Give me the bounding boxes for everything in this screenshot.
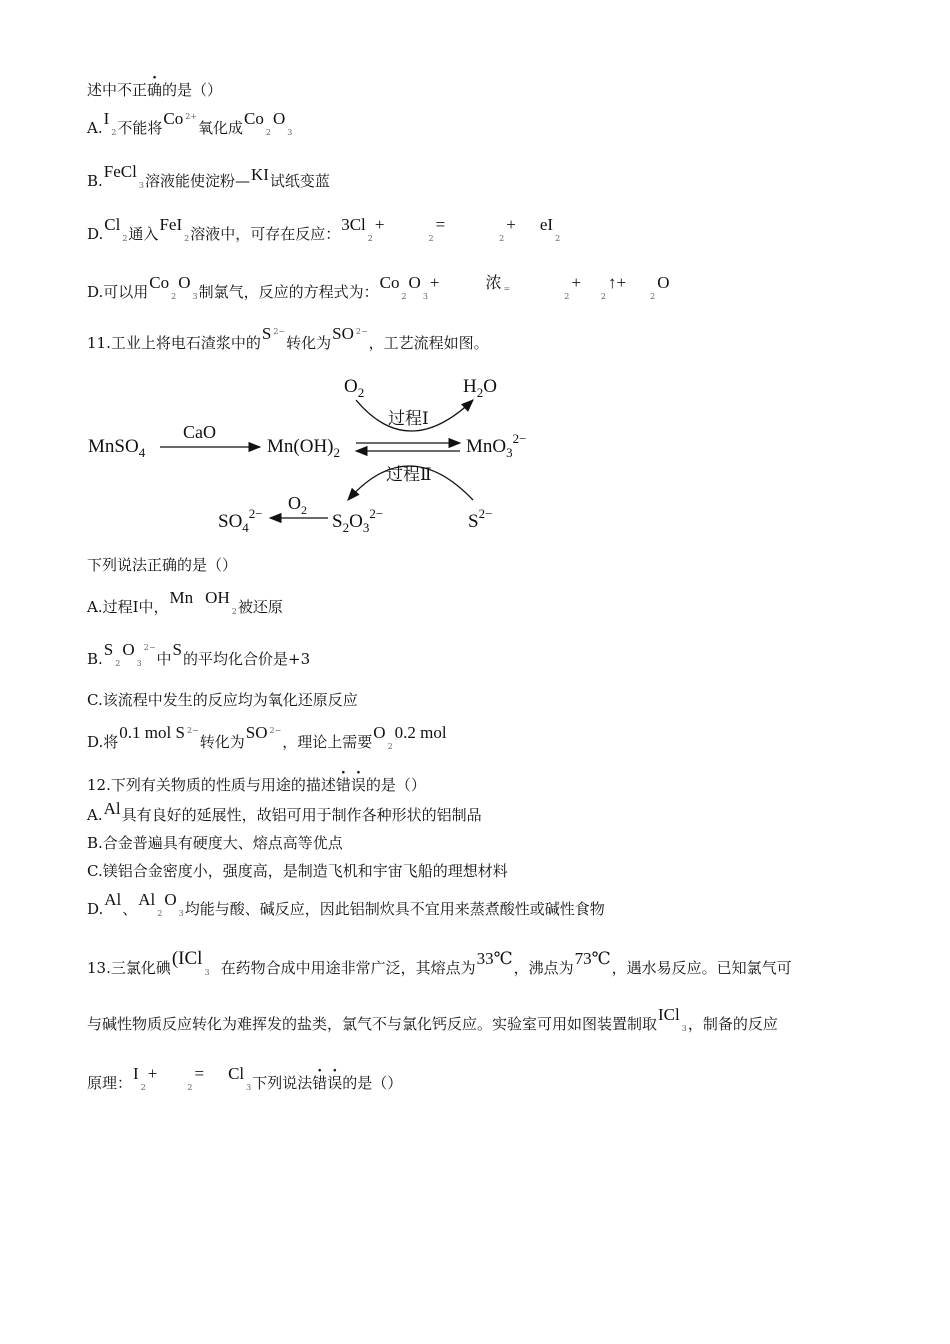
q12-option-b — [87, 833, 343, 853]
process-1-label: 过程Ⅰ — [388, 409, 429, 428]
question-text: ，沸点为 — [513, 959, 574, 977]
formula: Co — [149, 273, 170, 292]
subscript: 2 — [140, 1083, 146, 1092]
subscript: 3 — [246, 1083, 252, 1092]
subscript: 2 — [122, 234, 128, 243]
option-text: 不能将 — [117, 119, 163, 137]
s2o3-label: $S_2O_3^{2-}$ — [332, 506, 384, 535]
equation-part: 3Cl — [341, 215, 366, 234]
formula: O — [178, 273, 191, 292]
subscript: 2 — [187, 1083, 193, 1092]
question-text: 在药物合成中用途非常广泛，其熔点为 — [220, 959, 476, 977]
option-text: 制氯气，反应的方程式为： — [198, 283, 379, 301]
subscript: 2 — [184, 234, 190, 243]
option-label: C. — [87, 862, 103, 880]
q10-option-b — [87, 162, 330, 194]
equation-part: + — [147, 1064, 158, 1083]
option-text: 具有良好的延展性，故铝可用于制作各种形状的铝制品 — [121, 806, 482, 824]
subscript: 3 — [178, 909, 184, 918]
option-label: D. — [87, 900, 104, 918]
emphasis-char: 错 — [312, 1074, 328, 1092]
formula: Mn — [169, 588, 194, 607]
process-2-label: 过程Ⅱ — [386, 465, 432, 484]
option-text: 通入 — [128, 225, 159, 243]
question-text: 13.三氯化碘 — [87, 959, 171, 977]
option-label: D. — [87, 733, 104, 751]
formula: (ICl — [171, 948, 203, 969]
q12-option-d — [87, 890, 605, 922]
formula: 0.2 mol — [394, 723, 447, 742]
superscript: 2− — [143, 643, 156, 652]
option-label: A. — [87, 119, 103, 137]
equation-part: Co — [379, 273, 400, 292]
formula: I — [103, 109, 110, 128]
formula: Al — [104, 890, 122, 909]
equation-part: I — [133, 1064, 139, 1083]
subscript: 2 — [231, 607, 237, 616]
subscript: 3 — [681, 1024, 687, 1033]
option-label: A. — [87, 598, 103, 616]
q11-option-c — [87, 690, 358, 710]
equation-part: + — [429, 273, 440, 292]
q13-line-2 — [87, 1005, 778, 1037]
formula: Co — [244, 109, 264, 128]
option-label: D. — [87, 225, 104, 243]
option-text: 中 — [156, 650, 172, 668]
subscript: 2 — [401, 292, 407, 301]
formula: S — [261, 324, 272, 343]
o2-top-label: $O_2$ — [344, 376, 365, 400]
cao-label: CaO — [183, 422, 216, 442]
mnso4-label: MnSO$_4$ — [88, 436, 146, 460]
option-text: 被还原 — [237, 598, 283, 616]
o2-bottom-label: $O_2$ — [288, 493, 307, 517]
option-text: 溶液中，可存在反应： — [190, 225, 341, 243]
formula: FeI — [159, 215, 183, 234]
subscript: 2 — [564, 292, 570, 301]
formula: S — [172, 640, 183, 659]
question-text: 原理： — [87, 1074, 133, 1092]
formula: 33℃ — [476, 949, 513, 968]
question-text: 12.下列有关物质的性质与用途的描述 — [87, 776, 336, 794]
subscript: 2 — [387, 742, 393, 751]
emphasis-char: 误 — [327, 1074, 343, 1092]
subscript: 2 — [650, 292, 656, 301]
subscript: 3 — [287, 128, 293, 137]
question-text: 的是（） — [342, 1074, 403, 1092]
subscript: 2 — [600, 292, 607, 301]
q10-option-c — [87, 215, 561, 247]
equation-part: + — [506, 215, 516, 234]
equation-part: Cl — [228, 1064, 245, 1083]
option-text: 、 — [122, 900, 138, 918]
so4-label: $SO_4^{2-}$ — [218, 506, 263, 535]
s2-label: $S^{2-}$ — [468, 506, 493, 532]
option-text: 氧化成 — [198, 119, 244, 137]
equation-part: + — [374, 215, 385, 234]
option-text: 过程Ⅰ中， — [102, 598, 169, 616]
equation-part: = — [503, 284, 511, 293]
option-label: A. — [87, 806, 103, 824]
formula: OH — [205, 588, 230, 607]
q13-line-3 — [87, 1064, 403, 1096]
option-label: C. — [87, 691, 103, 709]
question-text: ，制备的反应 — [687, 1015, 778, 1033]
formula: Cl — [104, 215, 121, 234]
formula: S — [103, 640, 114, 659]
formula: 0.1 mol S — [119, 723, 185, 742]
option-text: 的平均化合价是+3 — [183, 650, 311, 668]
q11-option-b — [87, 640, 311, 672]
formula: ICl — [658, 1005, 680, 1024]
q10-option-d — [87, 273, 670, 305]
equation-part: ↑+ — [608, 273, 627, 292]
option-text: 将 — [103, 733, 119, 751]
option-text: 转化为 — [199, 733, 245, 751]
subscript: 2 — [265, 128, 271, 137]
formula: O — [164, 890, 177, 909]
q13-line-1 — [87, 948, 792, 981]
mnoh2-label: $Mn(OH)_2$ — [267, 436, 340, 460]
q10-stem-text: · 述中不正确的是（） — [87, 80, 222, 100]
option-text: 该流程中发生的反应均为氧化还原反应 — [102, 691, 358, 709]
option-text: ，理论上需要 — [282, 733, 373, 751]
formula: Al — [103, 799, 121, 818]
emphasis-char: 误 — [350, 776, 366, 794]
option-text: 可以用 — [103, 283, 149, 301]
option-text: 均能与酸、碱反应，因此铝制炊具不宜用来蒸煮酸性或碱性食物 — [184, 900, 605, 918]
formula: 73℃ — [574, 949, 611, 968]
formula: O — [122, 640, 135, 659]
equation-part: = — [435, 215, 446, 234]
question-text: 与碱性物质反应转化为难挥发的盐类，氯气不与氯化钙反应。实验室可用如图装置制取 — [87, 1015, 658, 1033]
q12-stem — [87, 775, 426, 795]
q12-option-a — [87, 799, 482, 825]
q11-stem — [87, 324, 489, 356]
h2o-label: $H_2O$ — [463, 376, 497, 400]
question-text: 下列说法正确的是（） — [87, 556, 238, 574]
formula: O — [272, 109, 286, 128]
subscript: 3 — [138, 181, 144, 190]
q12-option-c — [87, 861, 508, 881]
formula: Co — [163, 109, 184, 128]
subscript: 2 — [499, 234, 505, 243]
subscript: 2 — [367, 234, 373, 243]
q11-option-a — [87, 588, 283, 620]
option-label: D. — [87, 283, 104, 301]
formula: SO — [332, 324, 354, 343]
superscript: 2− — [186, 726, 199, 735]
subscript: 2 — [555, 234, 561, 243]
option-text: 合金普遍具有硬度大、熔点高等优点 — [102, 834, 343, 852]
formula: KI — [250, 165, 269, 184]
formula: Al — [138, 890, 156, 909]
q11-option-d — [87, 723, 448, 755]
equation-part: 浓 — [485, 275, 502, 292]
formula: O — [373, 723, 386, 742]
superscript: 2− — [273, 327, 286, 336]
equation-part: eI — [539, 215, 554, 234]
subscript: 2 — [171, 292, 177, 301]
option-text: 镁铝合金密度小，强度高，是制造飞机和宇宙飞船的理想材料 — [102, 862, 508, 880]
mno3-label: MnO$_3^{2-}$ — [466, 431, 527, 460]
question-text: 下列说法 — [252, 1074, 313, 1092]
formula: SO — [245, 723, 268, 742]
subscript: 3 — [422, 292, 428, 301]
option-text: 溶液能使淀粉— — [144, 172, 250, 190]
emphasis-char: 错 — [335, 776, 351, 794]
subscript: 3 — [192, 292, 198, 301]
option-label: B. — [87, 650, 103, 668]
subscript: 2 — [111, 128, 117, 137]
option-label: B. — [87, 172, 103, 190]
equation-part: + — [571, 273, 581, 292]
subscript: 3 — [136, 659, 142, 668]
q11-question — [87, 555, 237, 575]
question-text: 11.工业上将电石渣浆中的 — [87, 334, 261, 352]
subscript: 2 — [157, 909, 163, 918]
subscript: 2 — [115, 659, 121, 668]
superscript: 2− — [269, 726, 282, 735]
option-label: B. — [87, 834, 103, 852]
subscript: 2 — [428, 234, 434, 243]
option-text: 试纸变蓝 — [269, 172, 330, 190]
equation-part: O — [657, 273, 670, 292]
q10-stem — [87, 80, 222, 100]
question-text: ，工艺流程如图。 — [368, 334, 489, 352]
superscript: 2− — [355, 327, 368, 336]
question-text: ，遇水易反应。已知氯气可 — [611, 959, 792, 977]
q10-option-a — [87, 109, 293, 141]
subscript: 3 — [204, 968, 210, 977]
equation-part: = — [194, 1064, 205, 1083]
formula: FeCl — [103, 162, 137, 181]
equation-part: O — [408, 273, 421, 292]
question-text: 的是（） — [365, 776, 426, 794]
question-text: 转化为 — [286, 334, 332, 352]
superscript: 2+ — [185, 112, 198, 121]
process-flow-diagram — [88, 372, 548, 542]
